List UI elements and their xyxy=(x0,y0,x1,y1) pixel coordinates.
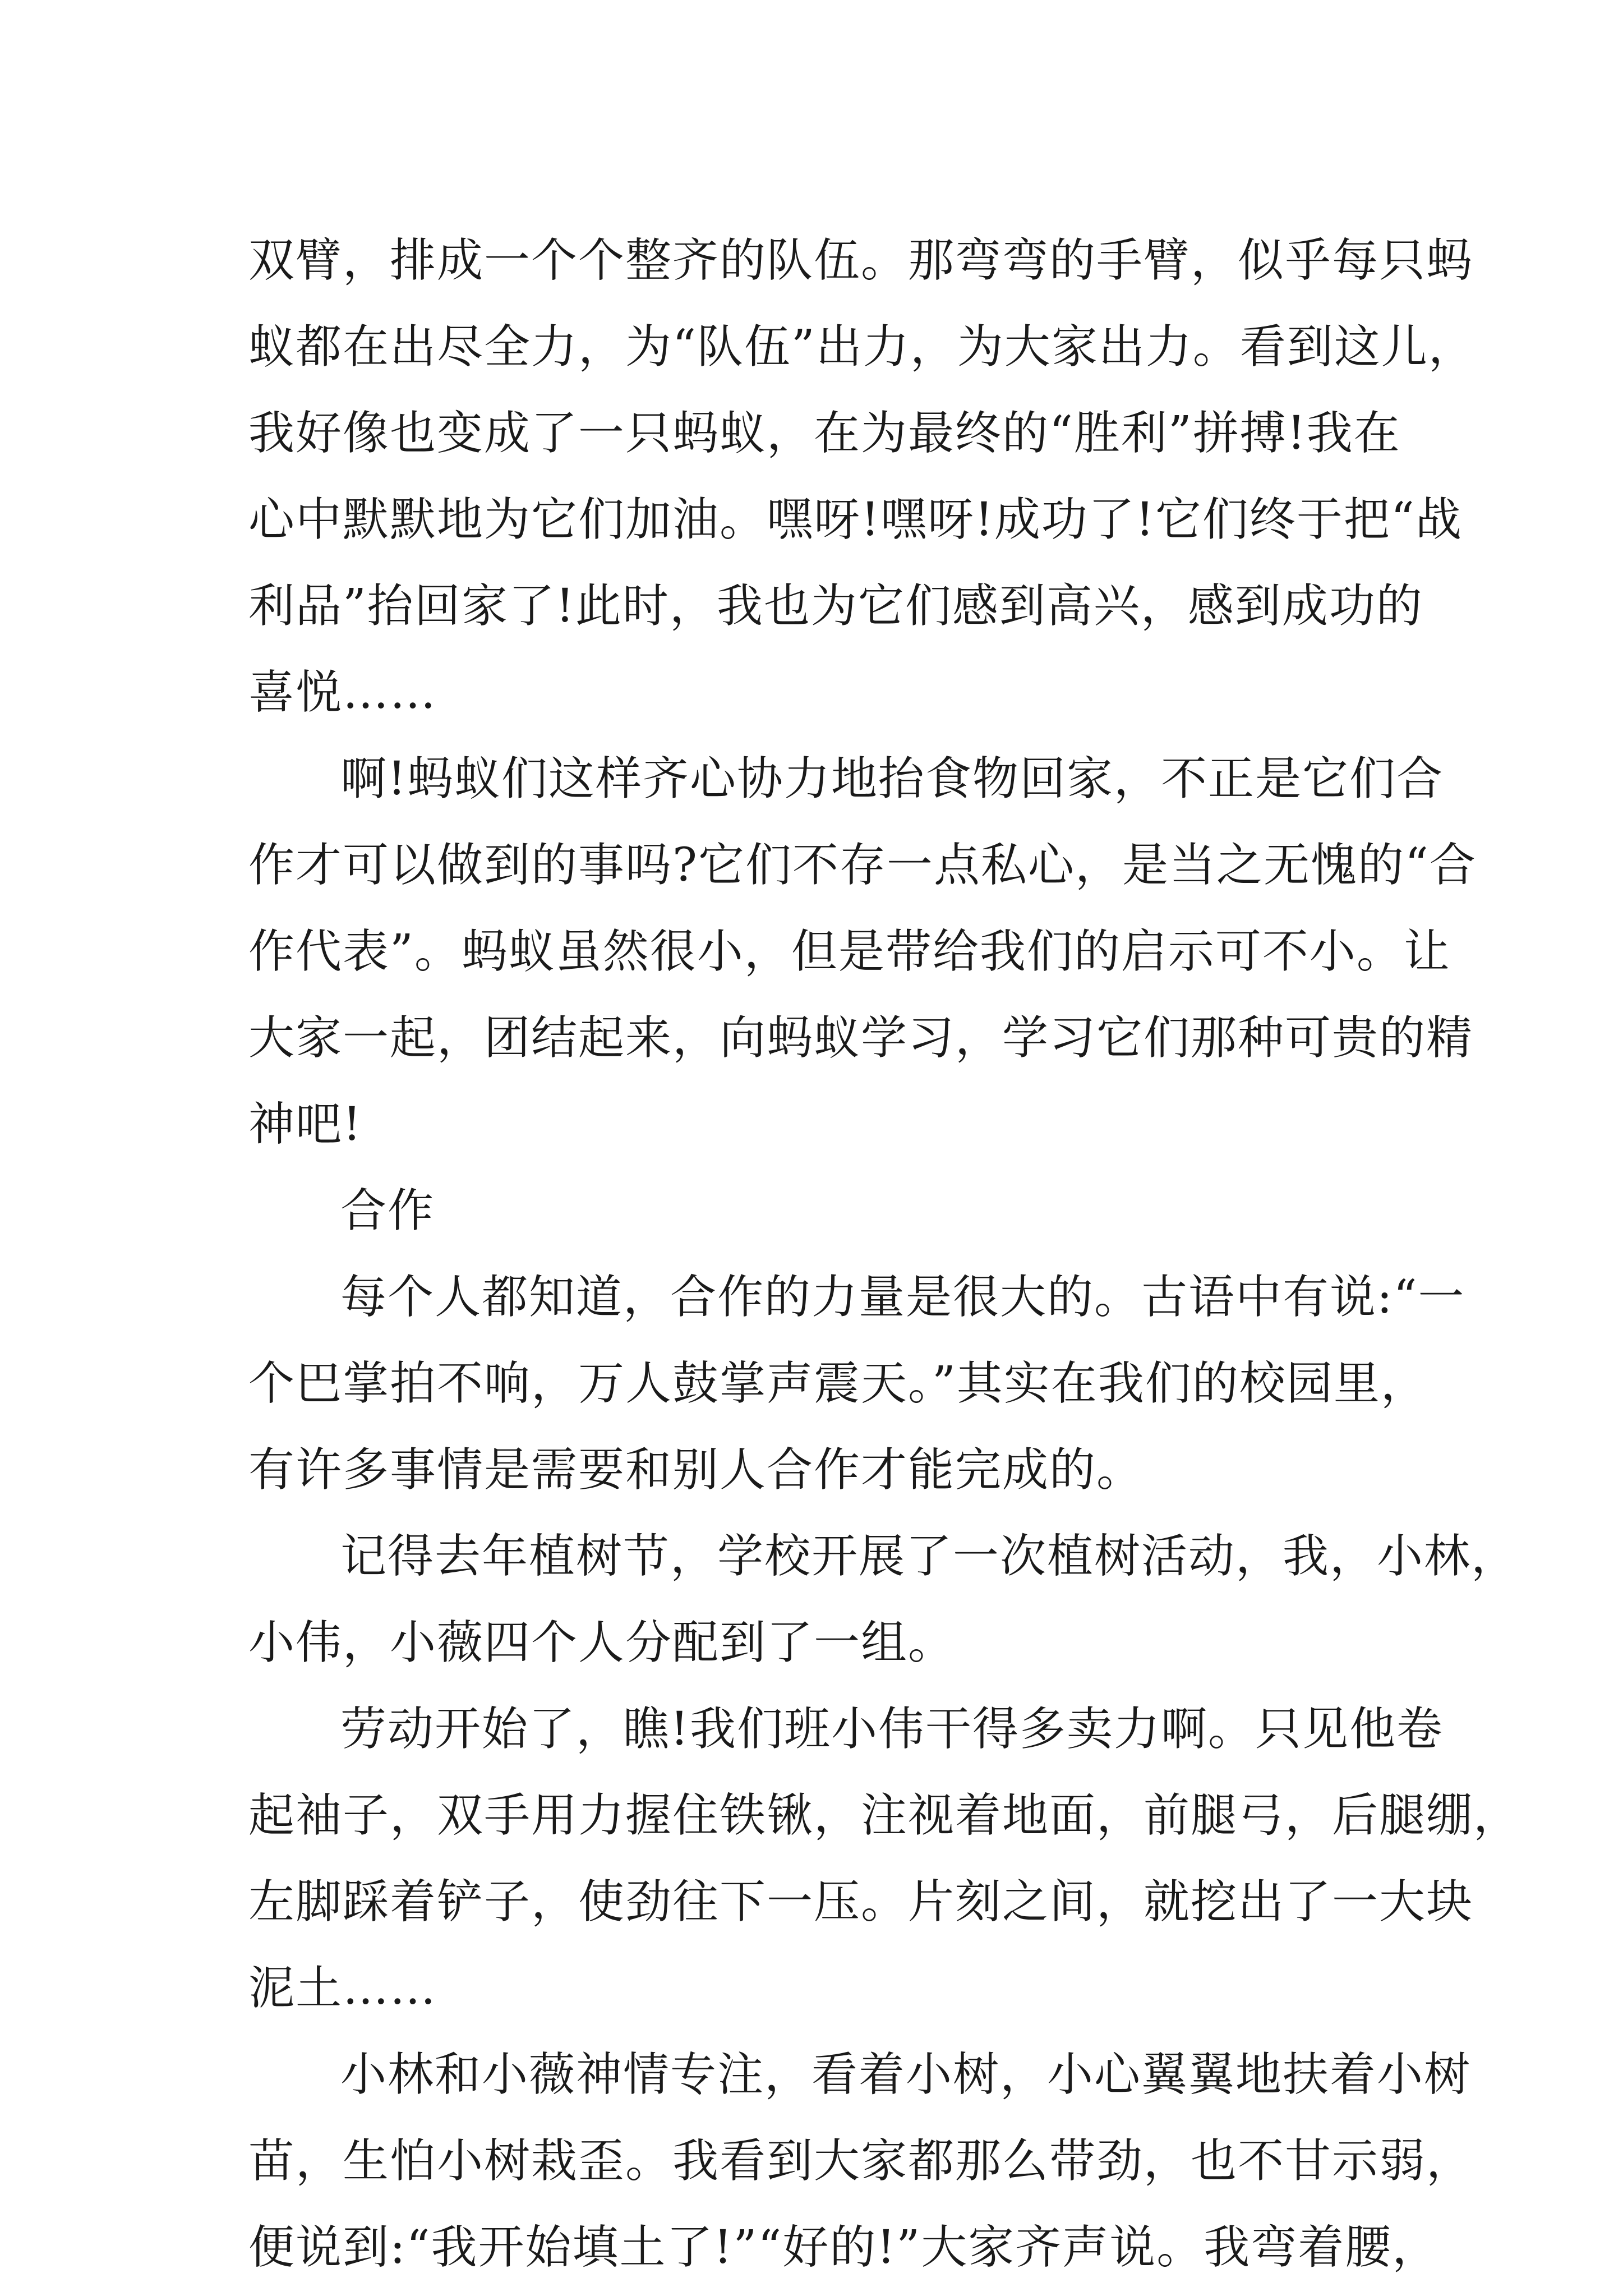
text-line: 心中默默地为它们加油。嘿呀!嘿呀!成功了!它们终于把“战 xyxy=(248,493,1463,546)
text-line: 便说到:“我开始填土了!”“好的!”大家齐声说。我弯着腰， xyxy=(248,2221,1440,2274)
text-line: 每个人都知道，合作的力量是很大的。古语中有说:“一 xyxy=(340,1271,1465,1324)
text-line: 作代表”。蚂蚁虽然很小，但是带给我们的启示可不小。让 xyxy=(248,925,1451,978)
text-line: 作才可以做到的事吗?它们不存一点私心，是当之无愧的“合 xyxy=(248,839,1477,892)
text-line: 大家一起，团结起来，向蚂蚁学习，学习它们那种可贵的精 xyxy=(248,1011,1474,1065)
paragraph xyxy=(248,1254,1465,1513)
text-line: 喜悦…… xyxy=(248,666,437,719)
text-line: 双臂，排成一个个整齐的队伍。那弯弯的手臂，似乎每只蚂 xyxy=(248,234,1474,287)
text-line: 个巴掌拍不响，万人鼓掌声震天。”其实在我们的校园里， xyxy=(248,1357,1428,1410)
paragraph xyxy=(248,1513,1519,1686)
section-heading xyxy=(248,1168,1387,1254)
text-line: 蚁都在出尽全力，为“队伍”出力，为大家出力。看到这儿， xyxy=(248,320,1476,374)
text-line: 苗，生怕小树栽歪。我看到大家都那么带劲，也不甘示弱， xyxy=(248,2134,1474,2188)
paragraph xyxy=(248,736,1477,1168)
heading-text: 合作 xyxy=(340,1184,435,1237)
paragraph xyxy=(248,1686,1521,2032)
document-body xyxy=(248,218,1521,2291)
text-line: 泥土…… xyxy=(248,1962,437,2015)
paragraph xyxy=(248,2032,1474,2291)
text-line: 小伟，小薇四个人分配到了一组。 xyxy=(248,1616,956,1669)
text-line: 啊!蚂蚁们这样齐心协力地抬食物回家，不正是它们合 xyxy=(340,752,1444,806)
text-line: 我好像也变成了一只蚂蚁，在为最终的“胜利”拼搏!我在 xyxy=(248,407,1401,460)
text-line: 起袖子，双手用力握住铁锹，注视着地面，前腿弓，后腿绷， xyxy=(248,1789,1521,1842)
text-line: 劳动开始了，瞧!我们班小伟干得多卖力啊。只见他卷 xyxy=(340,1703,1444,1756)
paragraph xyxy=(248,218,1476,736)
text-line: 利品”抬回家了!此时，我也为它们感到高兴，感到成功的 xyxy=(248,579,1423,633)
text-line: 小林和小薇神情专注，看着小树，小心翼翼地扶着小树 xyxy=(340,2048,1472,2101)
text-line: 有许多事情是需要和别人合作才能完成的。 xyxy=(248,1443,1144,1497)
text-line: 神吧! xyxy=(248,1098,362,1151)
text-line: 左脚踩着铲子，使劲往下一压。片刻之间，就挖出了一大块 xyxy=(248,1875,1474,1929)
text-line: 记得去年植树节，学校开展了一次植树活动，我，小林， xyxy=(340,1530,1519,1583)
